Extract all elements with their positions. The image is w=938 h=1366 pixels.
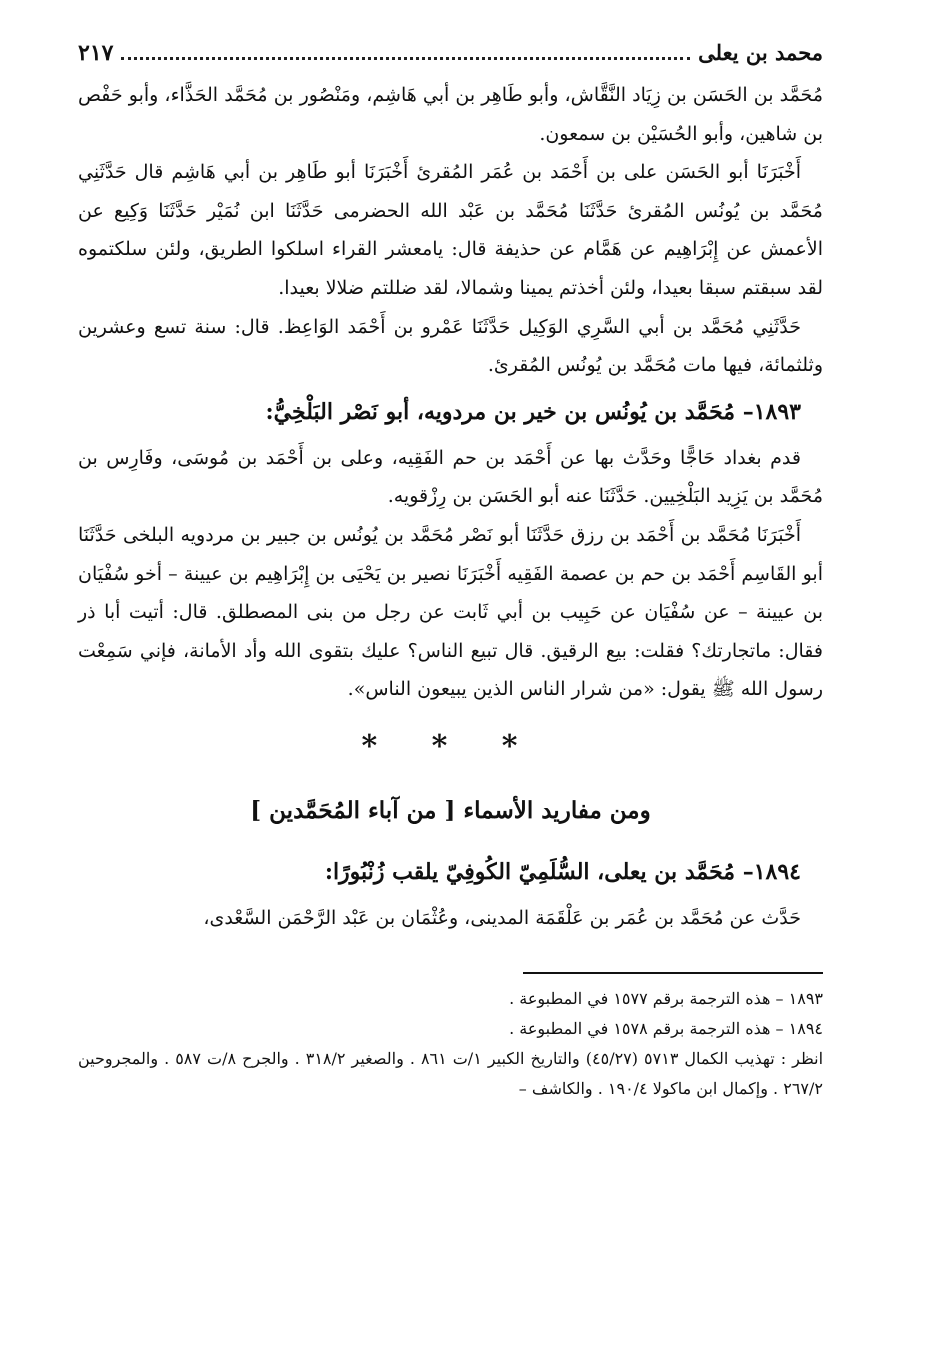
footnote: انظر : تهذيب الكمال ٥٧١٣ (٤٥/٢٧) والتاريخ الكبير ١/ت ٨٦١ . والصغير ٣١٨/٢ . والجرح ٨/ت ٥٨٧ . والمجروحين ٢٦٧/٢ . وإكمال ابن ماكولا ١٩٠/٤ . والكاشف – bbox=[78, 1048, 824, 1098]
paragraph: مُحَمَّد بن الحَسَن بن زِيَاد النَّقَّاش، وأبو طَاهِر بن أبي هَاشِم، ومَنْصُور بن مُحَمَّد الحَذَّاء، وأبو حَفْص بن شاهين، وأبو الحُسَيْن بن سمعون. bbox=[78, 84, 823, 145]
footnote: ١٨٩٣ – هذه الترجمة برقم ١٥٧٧ في المطبوعة . bbox=[509, 988, 823, 1008]
paragraph: أَخْبَرَنَا أبو الحَسَن على بن أَحْمَد بن عُمَر المُقرئ أَخْبَرَنَا أبو طَاهِر بن أبي هَاشِم قال حَدَّثَنِي مُحَمَّد بن يُونُس المُقرئ حَدَّثَنَا مُحَمَّد بن عَبْد الله الحضرمى حَدَّثَنَا ابن نُمَيْر حَدَّثَنَا وَكِيع عن الأعمش عن إِبْرَاهِيم عن هَمَّام عن حذيفة قال: يامعشر القراء اسلكوا الطريق، ولئن سلكتموه لقد سبقتم سبقا بعيدا، ولئن أخذتم يمينا وشمالا، لقد ضللتم ضلالا بعيدا. bbox=[78, 161, 823, 299]
running-header bbox=[78, 40, 823, 76]
paragraph: قدم بغداد حَاجًّا وحَدَّث بها عن أَحْمَد بن حم الفَقِيه، وعلى بن أَحْمَد بن مُوسَى، وفَارِس بن مُحَمَّد بن يَزِيد البَلْخِيين. حَدَّثَنَا عنه أبو الحَسَن بن رِزْقويه. bbox=[78, 446, 823, 508]
footnote: ١٨٩٤ – هذه الترجمة برقم ١٥٧٨ في المطبوعة . bbox=[509, 1018, 823, 1038]
page-number: ٢١٧ bbox=[78, 40, 114, 66]
footnote-rule bbox=[523, 972, 823, 974]
footnotes bbox=[78, 984, 823, 1104]
paragraph: حَدَّث عن مُحَمَّد بن عُمَر بن عَلْقَمَة المدينى، وعُثْمَان بن عَبْد الرَّحْمَن السَّعْدى، bbox=[203, 906, 801, 929]
leader-dots bbox=[121, 43, 690, 60]
section-heading: ومن مفاريد الأسماء [ من آباء المُحَمَّدين ] bbox=[250, 796, 651, 824]
running-title: محمد بن يعلى bbox=[698, 40, 823, 65]
entry-heading-1893: ١٨٩٣– مُحَمَّد بن يُونُس بن خير بن مردويه، أبو نَصْر البَلْخِيُّ: bbox=[265, 398, 801, 425]
book-page bbox=[78, 40, 823, 1340]
paragraph: أَخْبَرَنَا مُحَمَّد بن أَحْمَد بن رزق حَدَّثَنَا أبو نَصْر مُحَمَّد بن يُونُس بن جبير بن مردويه البلخى حَدَّثَنَا أبو القَاسِم أَحْمَد بن حم بن عصمة الفَقِيه أَخْبَرَنَا نصير بن يَحْيَى بن إِبْرَاهِيم بن عيينة – أخو سُفْيَان بن عيينة – عن سُفْيَان عن حَبِيب بن أبي ثَابت عن رجل من بنى المصطلق. قال: أتيت أبا ذر فقال: ماتجارتك؟ فقلت: بيع الرقيق. قال تبيع الناس؟ عليك بتقوى الله وأد الأمانة، فإني سَمِعْت رسول الله ﷺ يقول: «من شرار الناس الذين يبيعون الناس». bbox=[78, 523, 823, 701]
paragraph: حَدَّثَنِي مُحَمَّد بن أبي السَّرِي الوَكِيل حَدَّثَنَا عَمْرو بن أَحْمَد الوَاعِظ. قال: سنة تسع وعشرين وثلثمائة، فيها مات مُحَمَّد بن يُونُس المُقرئ. bbox=[78, 315, 823, 377]
section-separator: * * * bbox=[361, 728, 540, 764]
entry-heading-1894: ١٨٩٤– مُحَمَّد بن يعلى، السُّلَمِيّ الكُوفِيّ يلقب زُنْبُورًا: bbox=[324, 858, 801, 885]
